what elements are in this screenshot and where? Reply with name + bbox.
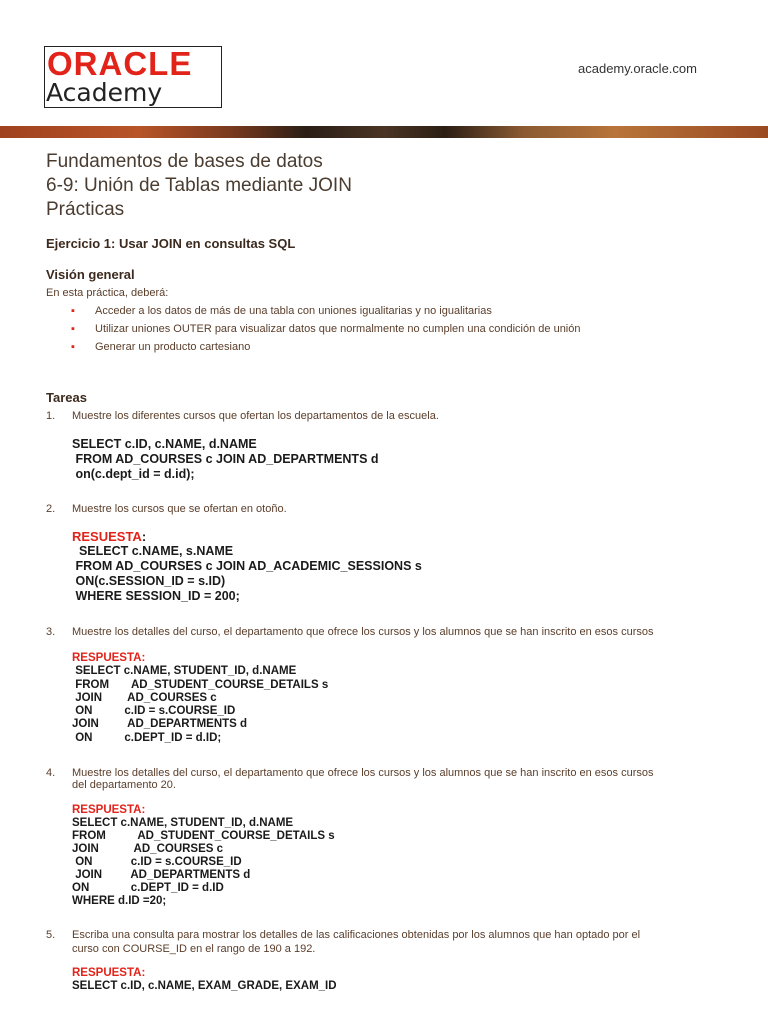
sql-line: ON c.DEPT_ID = d.ID;: [72, 732, 222, 744]
sql-line: JOIN AD_COURSES c: [72, 843, 224, 855]
sql-line: SELECT c.NAME, STUDENT_ID, d.NAME: [72, 665, 297, 677]
sql-line: SELECT c.NAME, s.NAME: [72, 544, 234, 558]
overview-bullet: Utilizar uniones OUTER para visualizar datos que normalmente no cumplen una condición de unión: [95, 323, 581, 335]
logo-brand: ORACLE: [47, 45, 193, 82]
sql-line: WHERE d.ID =20;: [72, 895, 167, 907]
sql-line: FROM AD_COURSES c JOIN AD_ACADEMIC_SESSIONS s: [72, 559, 422, 573]
overview-heading: Visión general: [46, 267, 135, 282]
answer-label: RESPUESTA:: [72, 804, 146, 816]
task-number: 2.: [46, 503, 56, 515]
task-text: Muestre los detalles del curso, el departamento que ofrece los cursos y los alumnos que se han inscrito en esos cursos: [72, 767, 654, 779]
task-text: Muestre los detalles del curso, el departamento que ofrece los cursos y los alumnos que se han inscrito en esos cursos: [72, 626, 654, 638]
task-text: Escriba una consulta para mostrar los detalles de las calificaciones obtenidas por los alumnos que han optado por el: [72, 929, 641, 941]
sql-line: JOIN AD_DEPARTMENTS d: [72, 718, 248, 730]
task-number: 1.: [46, 410, 56, 422]
answer-label: [72, 529, 146, 544]
bullet-marker: ▪: [71, 341, 75, 353]
answer-label: RESPUESTA:: [72, 652, 146, 664]
sql-line: ON c.ID = s.COURSE_ID: [72, 856, 242, 868]
sql-line: ON(c.SESSION_ID = s.ID): [72, 574, 226, 588]
sql-line: ON c.DEPT_ID = d.ID: [72, 882, 224, 894]
sql-line: SELECT c.ID, c.NAME, d.NAME: [72, 437, 257, 451]
sql-line: WHERE SESSION_ID = 200;: [72, 589, 240, 603]
doc-title-lesson: 6-9: Unión de Tablas mediante JOIN: [46, 175, 352, 196]
site-url: academy.oracle.com: [578, 61, 697, 76]
sql-line: on(c.dept_id = d.id);: [72, 467, 195, 481]
overview-intro: En esta práctica, deberá:: [46, 287, 169, 299]
answer-label: RESPUESTA:: [72, 967, 146, 979]
task-number: 4.: [46, 767, 56, 779]
oracle-academy-logo: [44, 46, 222, 108]
sql-line: JOIN AD_COURSES c: [72, 692, 217, 704]
sql-line: FROM AD_STUDENT_COURSE_DETAILS s: [72, 830, 335, 842]
bullet-marker: ▪: [71, 323, 75, 335]
sql-line: FROM AD_COURSES c JOIN AD_DEPARTMENTS d: [72, 452, 379, 466]
header-banner: [0, 126, 768, 138]
sql-line: FROM AD_STUDENT_COURSE_DETAILS s: [72, 679, 329, 691]
task-text: curso con COURSE_ID en el rango de 190 a 192.: [72, 943, 316, 955]
exercise-heading: Ejercicio 1: Usar JOIN en consultas SQL: [46, 236, 296, 251]
task-text: Muestre los cursos que se ofertan en otoño.: [72, 503, 287, 515]
tasks-heading: Tareas: [46, 390, 87, 405]
sql-line: SELECT c.ID, c.NAME, EXAM_GRADE, EXAM_ID: [72, 980, 337, 992]
task-text: Muestre los diferentes cursos que ofertan los departamentos de la escuela.: [72, 410, 439, 422]
bullet-marker: ▪: [71, 305, 75, 317]
task-text: del departamento 20.: [72, 779, 176, 791]
sql-line: ON c.ID = s.COURSE_ID: [72, 705, 236, 717]
task-number: 5.: [46, 929, 56, 941]
sql-line: SELECT c.NAME, STUDENT_ID, d.NAME: [72, 817, 294, 829]
sql-line: JOIN AD_DEPARTMENTS d: [72, 869, 251, 881]
doc-title-course: Fundamentos de bases de datos: [46, 151, 323, 172]
answer-label-colon: :: [141, 529, 147, 544]
logo-sub: Academy: [46, 78, 163, 107]
overview-bullet: Acceder a los datos de más de una tabla con uniones igualitarias y no igualitarias: [95, 305, 492, 317]
task-number: 3.: [46, 626, 56, 638]
overview-bullet: Generar un producto cartesiano: [95, 341, 251, 353]
doc-title-practice: Prácticas: [46, 199, 125, 220]
answer-label-text: RESUESTA: [72, 529, 142, 544]
